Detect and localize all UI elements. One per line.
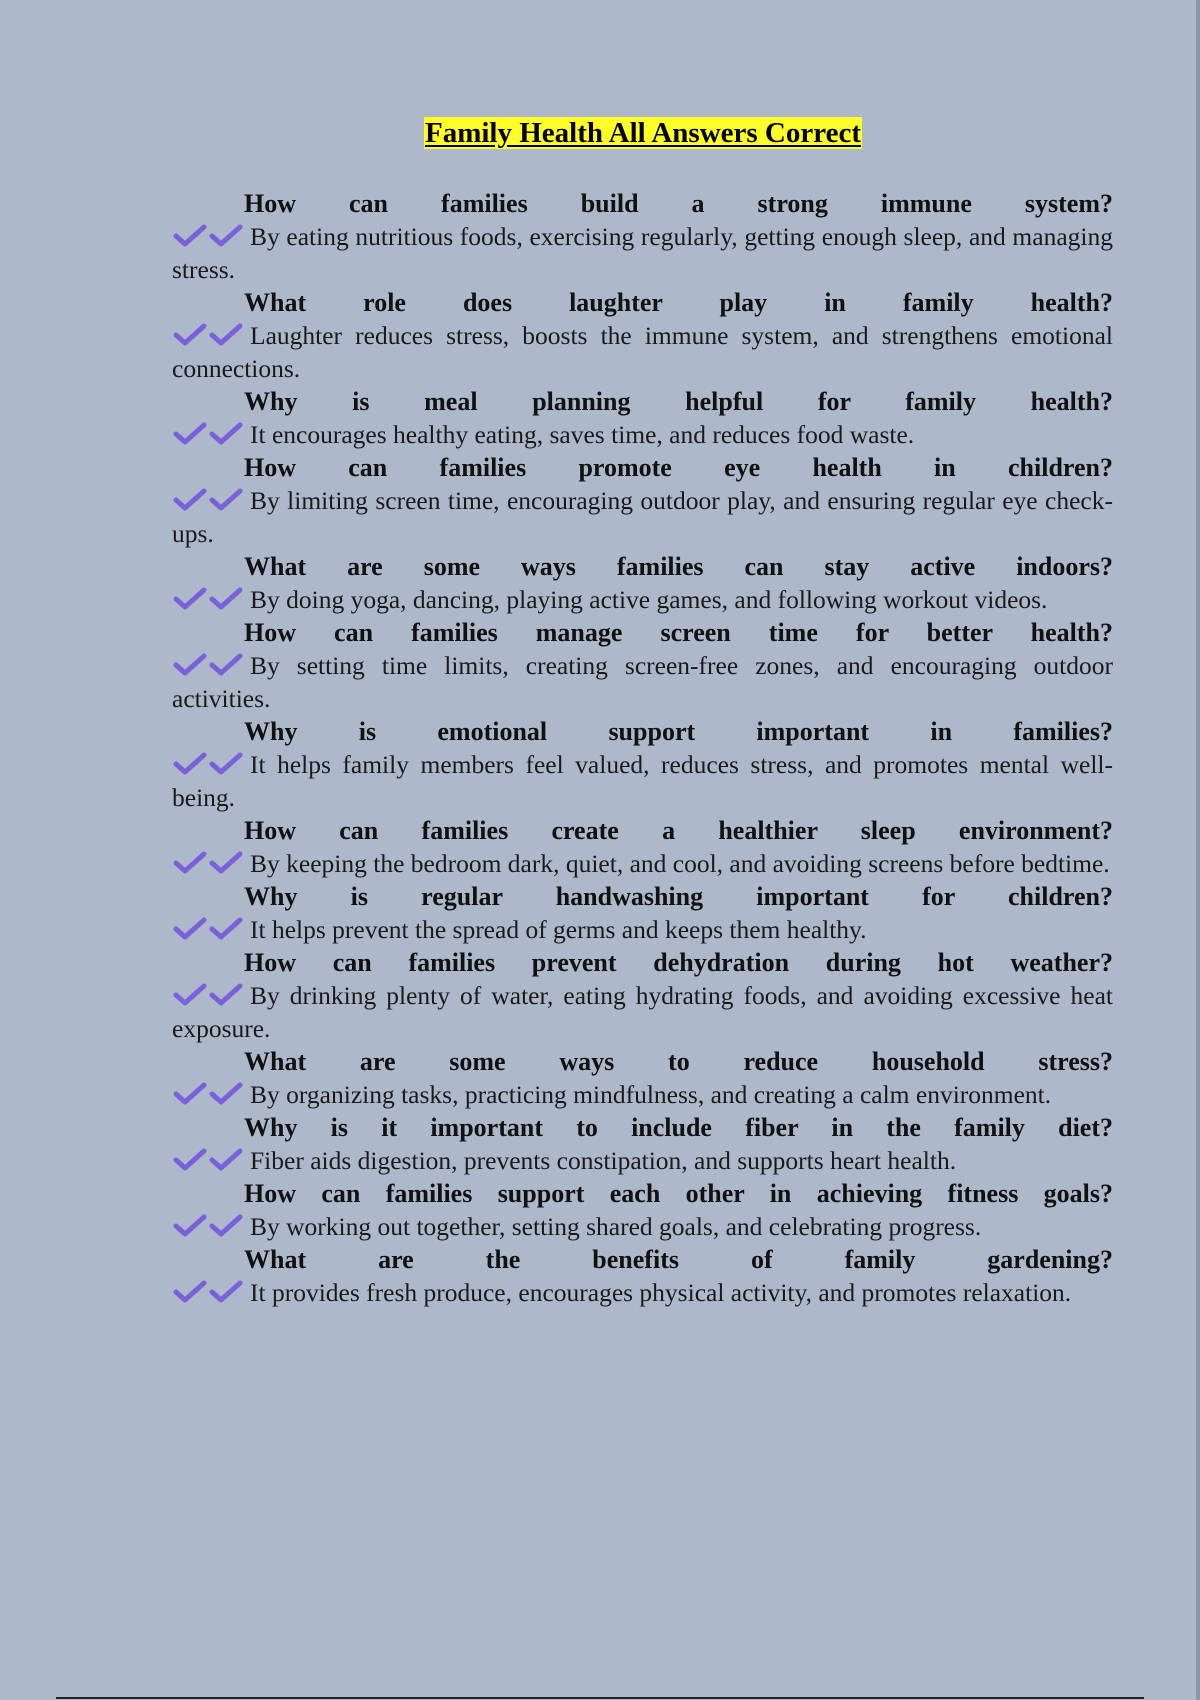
checkmark-icon-2 (212, 425, 240, 442)
double-checkmark-icon (172, 1280, 244, 1304)
qa-item (172, 1045, 1113, 1111)
question-text: What role does laughter play in family health? (244, 288, 1113, 317)
double-checkmark-icon (172, 587, 244, 611)
answer-text: By organizing tasks, practicing mindfulness, and creating a calm environment. (250, 1080, 1052, 1109)
document-title (0, 116, 1200, 150)
double-checkmark-icon (172, 323, 244, 347)
answer-paragraph (172, 418, 1113, 451)
question-text: Why is regular handwashing important for children? (244, 882, 1113, 911)
answer-text: Fiber aids digestion, prevents constipation, and supports heart health. (250, 1146, 957, 1175)
double-checkmark-icon (172, 851, 244, 875)
checkmark-icon-1 (176, 986, 204, 1003)
checkmark-icon-2 (212, 590, 240, 607)
qa-item (172, 286, 1113, 385)
title-highlight: Family Health All Answers Correct (424, 117, 861, 149)
answer-paragraph (172, 319, 1113, 385)
qa-item (172, 1177, 1113, 1243)
double-checkmark-icon (172, 422, 244, 446)
checkmark-icon-1 (176, 1283, 204, 1300)
checkmarks-svg (172, 1214, 244, 1238)
checkmarks-svg (172, 983, 244, 1007)
question-text: How can families build a strong immune system? (244, 189, 1113, 218)
double-checkmark-icon (172, 917, 244, 941)
double-checkmark-icon (172, 1148, 244, 1172)
checkmark-icon-2 (212, 920, 240, 937)
answer-paragraph (172, 583, 1113, 616)
answer-paragraph (172, 220, 1113, 286)
checkmarks-svg (172, 1148, 244, 1172)
checkmarks-svg (172, 488, 244, 512)
double-checkmark-icon (172, 1214, 244, 1238)
answer-text: Laughter reduces stress, boosts the immune system, and strengthens emotional connections. (172, 321, 1113, 383)
footer-rule (56, 1697, 1144, 1699)
checkmark-icon-1 (176, 1151, 204, 1168)
answer-paragraph (172, 1078, 1113, 1111)
answer-text: It helps family members feel valued, reduces stress, and promotes mental well-being. (172, 750, 1113, 812)
answer-text: By eating nutritious foods, exercising regularly, getting enough sleep, and managing stress. (172, 222, 1113, 284)
question-text: How can families prevent dehydration during hot weather? (244, 948, 1113, 977)
answer-paragraph (172, 484, 1113, 550)
answer-text: By doing yoga, dancing, playing active games, and following workout videos. (250, 585, 1048, 614)
double-checkmark-icon (172, 653, 244, 677)
question-text: What are the benefits of family gardening? (244, 1245, 1113, 1274)
checkmark-icon-2 (212, 656, 240, 673)
answer-paragraph (172, 748, 1113, 814)
qa-item (172, 616, 1113, 715)
checkmark-icon-2 (212, 1151, 240, 1168)
qa-list (172, 187, 1113, 1309)
double-checkmark-icon (172, 752, 244, 776)
answer-paragraph (172, 1210, 1113, 1243)
question-text: Why is it important to include fiber in the family diet? (244, 1113, 1113, 1142)
answer-text: It helps prevent the spread of germs and keeps them healthy. (250, 915, 867, 944)
checkmark-icon-2 (212, 1085, 240, 1102)
checkmarks-svg (172, 422, 244, 446)
checkmark-icon-1 (176, 656, 204, 673)
answer-text: It provides fresh produce, encourages physical activity, and promotes relaxation. (250, 1278, 1072, 1307)
answer-paragraph (172, 979, 1113, 1045)
qa-item (172, 451, 1113, 550)
answer-text: By setting time limits, creating screen-free zones, and encouraging outdoor activities. (172, 651, 1113, 713)
checkmark-icon-2 (212, 227, 240, 244)
double-checkmark-icon (172, 224, 244, 248)
question-text: How can families promote eye health in children? (244, 453, 1113, 482)
checkmarks-svg (172, 224, 244, 248)
checkmark-icon-1 (176, 491, 204, 508)
double-checkmark-icon (172, 488, 244, 512)
checkmark-icon-1 (176, 590, 204, 607)
checkmark-icon-1 (176, 227, 204, 244)
answer-text: By drinking plenty of water, eating hydrating foods, and avoiding excessive heat exposure. (172, 981, 1113, 1043)
answer-paragraph (172, 847, 1113, 880)
checkmarks-svg (172, 752, 244, 776)
question-text: What are some ways to reduce household stress? (244, 1047, 1113, 1076)
checkmark-icon-2 (212, 986, 240, 1003)
double-checkmark-icon (172, 983, 244, 1007)
checkmarks-svg (172, 653, 244, 677)
checkmark-icon-1 (176, 1085, 204, 1102)
checkmark-icon-1 (176, 920, 204, 937)
answer-text: By limiting screen time, encouraging outdoor play, and ensuring regular eye check-ups. (172, 486, 1113, 548)
qa-item (172, 880, 1113, 946)
answer-text: By keeping the bedroom dark, quiet, and cool, and avoiding screens before bedtime. (250, 849, 1110, 878)
qa-item (172, 946, 1113, 1045)
checkmark-icon-1 (176, 425, 204, 442)
answer-paragraph (172, 1276, 1113, 1309)
checkmark-icon-2 (212, 1283, 240, 1300)
qa-item (172, 385, 1113, 451)
qa-item (172, 550, 1113, 616)
checkmark-icon-2 (212, 755, 240, 772)
checkmark-icon-1 (176, 755, 204, 772)
double-checkmark-icon (172, 1082, 244, 1106)
checkmark-icon-1 (176, 326, 204, 343)
question-text: Why is emotional support important in families? (244, 717, 1113, 746)
checkmarks-svg (172, 917, 244, 941)
answer-paragraph (172, 913, 1113, 946)
checkmarks-svg (172, 851, 244, 875)
checkmarks-svg (172, 1280, 244, 1304)
question-text: How can families support each other in achieving fitness goals? (244, 1179, 1113, 1208)
qa-item (172, 1111, 1113, 1177)
checkmarks-svg (172, 323, 244, 347)
answer-paragraph (172, 1144, 1113, 1177)
question-text: Why is meal planning helpful for family health? (244, 387, 1113, 416)
qa-item (172, 1243, 1113, 1309)
checkmarks-svg (172, 587, 244, 611)
page-edge-shadow (1196, 0, 1200, 1700)
question-text: What are some ways families can stay active indoors? (244, 552, 1113, 581)
qa-item (172, 187, 1113, 286)
qa-item (172, 715, 1113, 814)
checkmark-icon-1 (176, 1217, 204, 1234)
checkmark-icon-2 (212, 1217, 240, 1234)
checkmarks-svg (172, 1082, 244, 1106)
answer-text: By working out together, setting shared goals, and celebrating progress. (250, 1212, 982, 1241)
checkmark-icon-1 (176, 854, 204, 871)
answer-paragraph (172, 649, 1113, 715)
qa-item (172, 814, 1113, 880)
checkmark-icon-2 (212, 326, 240, 343)
answer-text: It encourages healthy eating, saves time, and reduces food waste. (250, 420, 915, 449)
checkmark-icon-2 (212, 491, 240, 508)
checkmark-icon-2 (212, 854, 240, 871)
question-text: How can families manage screen time for better health? (244, 618, 1113, 647)
question-text: How can families create a healthier sleep environment? (244, 816, 1113, 845)
